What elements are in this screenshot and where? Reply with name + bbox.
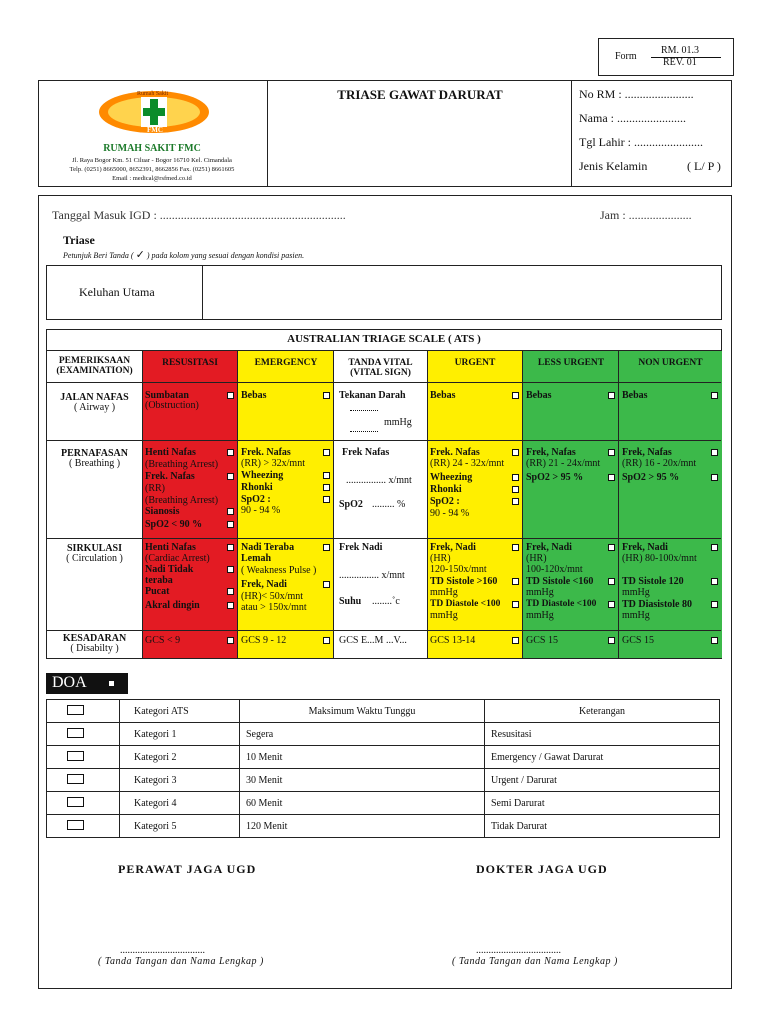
- br-emg-1: Frek. Nafas: [241, 447, 291, 458]
- br-res-2: (Breathing Arrest): [145, 459, 219, 470]
- doa-label: DOA: [52, 674, 87, 691]
- ds-emg-text: GCS 9 - 12: [241, 635, 287, 646]
- br-less-2: (RR) 21 - 24x/mnt: [526, 458, 601, 469]
- airway-vital: [334, 390, 427, 438]
- ci-urg-checkbox-1[interactable]: [512, 544, 519, 551]
- doa-check-cell: [47, 769, 120, 792]
- hdr-non-urgent: NON URGENT: [638, 358, 703, 368]
- br-less-3: SpO2 > 95 %: [526, 472, 584, 483]
- hdr-resusitasi: RESUSITASI: [162, 358, 218, 368]
- logo-text-bottom: FMC: [147, 126, 163, 134]
- doa-checkbox[interactable]: [109, 681, 114, 686]
- breathing-emergency: [238, 447, 334, 537]
- doa-row-2: [47, 746, 720, 769]
- ci-res-checkbox-3[interactable]: [227, 588, 234, 595]
- ci-urg-4: TD Sistole >160: [430, 576, 498, 587]
- hdr-exam-2: (EXAMINATION): [56, 366, 133, 376]
- br-tv-4[interactable]: ......... %: [372, 499, 406, 510]
- circulation-emergency: [238, 542, 334, 628]
- hdr-emergency: EMERGENCY: [254, 358, 318, 368]
- disability-less-urgent: [523, 635, 619, 653]
- br-emg-checkbox-1[interactable]: [323, 449, 330, 456]
- doa-cell: Kategori 5: [120, 815, 240, 838]
- doa-check-cell: [47, 792, 120, 815]
- ci-urg-2: (HR): [430, 553, 451, 564]
- ci-emg-4: Frek, Nadi: [241, 579, 287, 590]
- br-urg-checkbox-4[interactable]: [512, 498, 519, 505]
- br-non-1: Frek, Nafas: [622, 447, 672, 458]
- doa-check-cell: [47, 815, 120, 838]
- ci-less-checkbox-2[interactable]: [608, 578, 615, 585]
- ci-emg-checkbox-1[interactable]: [323, 544, 330, 551]
- ds-non-checkbox[interactable]: [711, 637, 718, 644]
- br-res-checkbox-2[interactable]: [227, 473, 234, 480]
- br-res-checkbox-4[interactable]: [227, 521, 234, 528]
- doa-check-cell: [47, 746, 120, 769]
- doa-check-cell: [47, 700, 120, 723]
- doa-row-checkbox[interactable]: [67, 820, 84, 830]
- airway-res-text: Sumbatan: [145, 390, 189, 401]
- doa-cell: 60 Menit: [240, 792, 485, 815]
- doa-header-kategori: Kategori ATS: [120, 700, 240, 723]
- br-res-3: Frek. Nafas: [145, 471, 195, 482]
- ci-less-4: TD Sistole <160: [526, 576, 594, 587]
- doa-cell: Resusitasi: [485, 723, 720, 746]
- br-emg-2: (RR) > 32x/mnt: [241, 458, 305, 469]
- triase-hint: [63, 248, 304, 261]
- ci-non-4: mmHg: [622, 587, 650, 598]
- ci-less-1: Frek, Nadi: [526, 542, 572, 553]
- triase-hint-a: Petunjuk Beri Tanda (: [63, 251, 134, 260]
- row-divider-3: [47, 538, 721, 539]
- ds-res-text: GCS < 9: [145, 635, 181, 646]
- ci-res-4: teraba: [145, 575, 173, 586]
- br-res-5: (Breathing Arrest): [145, 495, 219, 506]
- breathing-vital: [334, 447, 427, 537]
- ci-tv-4[interactable]: ........˚c: [372, 596, 400, 607]
- doa-row-checkbox[interactable]: [67, 774, 84, 784]
- airway-urgent: [427, 390, 523, 430]
- hdr-exam-1: PEMERIKSAAN: [58, 356, 131, 366]
- jam-field[interactable]: Jam : .....................: [600, 208, 692, 222]
- form-code-box: [598, 38, 734, 76]
- ci-non-5: TD Diasistole 80: [622, 599, 692, 610]
- ci-less-checkbox-1[interactable]: [608, 544, 615, 551]
- ci-emg-checkbox-2[interactable]: [323, 581, 330, 588]
- hospital-name: RUMAH SAKIT FMC: [103, 143, 201, 154]
- dokter-label: DOKTER JAGA UGD: [476, 862, 608, 876]
- breathing-less-urgent: [523, 447, 619, 537]
- hdr-tanda-vital-2: (VITAL SIGN): [350, 368, 411, 378]
- doa-cell: Emergency / Gawat Darurat: [485, 746, 720, 769]
- br-urg-2: (RR) 24 - 32x/mnt: [430, 458, 505, 469]
- br-urg-1: Frek. Nafas: [430, 447, 480, 458]
- hospital-address-2: Telp. (0251) 8665000, 8652391, 8662856 Fax. (0251) 8661605: [69, 166, 235, 173]
- br-tv-3: SpO2: [339, 499, 363, 510]
- circulation-less-urgent: [523, 542, 619, 628]
- doa-cell: Semi Darurat: [485, 792, 720, 815]
- airway-urg-text: Bebas: [430, 390, 456, 401]
- ci-urg-7: mmHg: [430, 610, 458, 621]
- hospital-logo: [97, 89, 211, 135]
- dokter-sign-caption: ( Tanda Tangan dan Nama Lengkap ): [452, 956, 618, 967]
- ci-res-5: Pucat: [145, 586, 170, 597]
- ci-urg-checkbox-2[interactable]: [512, 578, 519, 585]
- ci-urg-3: 120-150x/mnt: [430, 564, 487, 575]
- ds-less-checkbox[interactable]: [608, 637, 615, 644]
- br-urg-checkbox-2[interactable]: [512, 474, 519, 481]
- ci-tv-2[interactable]: ................ x/mnt: [339, 570, 405, 581]
- doa-row-4: [47, 792, 720, 815]
- br-emg-checkbox-3[interactable]: [323, 484, 330, 491]
- disability-vital: [334, 635, 427, 653]
- ci-urg-1: Frek, Nadi: [430, 542, 476, 553]
- br-emg-4: Rhonki: [241, 482, 273, 493]
- hospital-address-1: Jl. Raya Bogor Km. 51 Ciluar - Bogor 16710 Kel. Cimandala: [72, 157, 232, 164]
- ci-tv-1: Frek Nadi: [339, 542, 383, 553]
- nama-field[interactable]: Nama : .......................: [579, 111, 686, 125]
- ci-res-checkbox-4[interactable]: [227, 602, 234, 609]
- ci-res-2: (Cardiac Arrest): [145, 553, 210, 564]
- ci-non-1: Frek, Nadi: [622, 542, 668, 553]
- ci-urg-6: TD Diastole <100: [430, 599, 501, 609]
- ds-emg-checkbox[interactable]: [323, 637, 330, 644]
- doa-row-checkbox[interactable]: [67, 705, 84, 715]
- row-disability-sublabel: ( Disabilty ): [70, 643, 119, 654]
- doa-cell: 10 Menit: [240, 746, 485, 769]
- ci-emg-3: ( Weakness Pulse ): [241, 565, 317, 576]
- hdr-tanda-vital-1: TANDA VITAL: [348, 358, 413, 368]
- airway-urg-checkbox[interactable]: [512, 392, 519, 399]
- row-circulation-label: SIRKULASI: [66, 543, 123, 554]
- disability-emergency: [238, 635, 334, 653]
- br-emg-checkbox-2[interactable]: [323, 472, 330, 479]
- doa-cell: Segera: [240, 723, 485, 746]
- row-divider-2: [47, 440, 721, 441]
- ci-less-6: TD Diastole <100: [526, 599, 597, 609]
- page-title: TRIASE GAWAT DARURAT: [337, 87, 503, 102]
- ci-non-checkbox-3[interactable]: [711, 601, 718, 608]
- br-emg-checkbox-4[interactable]: [323, 496, 330, 503]
- disability-urgent: [427, 635, 523, 653]
- br-res-1: Henti Nafas: [145, 447, 196, 458]
- check-icon: ✓: [135, 249, 145, 261]
- doa-header-waktu: Maksimum Waktu Tunggu: [240, 700, 485, 723]
- br-urg-3: Wheezing: [430, 472, 473, 483]
- doa-cell: Urgent / Darurat: [485, 769, 720, 792]
- circulation-resusitasi: [142, 542, 238, 628]
- airway-non-checkbox[interactable]: [711, 392, 718, 399]
- doa-row-1: [47, 723, 720, 746]
- airway-non-urgent: [619, 390, 722, 430]
- doa-row-3: [47, 769, 720, 792]
- airway-res-sub: (Obstruction): [145, 400, 199, 411]
- row-circulation-sublabel: ( Circulation ): [66, 553, 123, 564]
- ci-urg-checkbox-3[interactable]: [512, 601, 519, 608]
- ci-urg-5: mmHg: [430, 587, 458, 598]
- br-tv-1: Frek Nafas: [342, 447, 390, 458]
- doa-table: [46, 699, 720, 838]
- disability-non-urgent: [619, 635, 722, 653]
- hospital-address-3: Email : medical@rsfmed.co.id: [112, 175, 192, 182]
- jenis-kelamin-value[interactable]: ( L/ P ): [687, 159, 721, 173]
- row-divider-4: [47, 630, 721, 631]
- doa-row-checkbox[interactable]: [67, 797, 84, 807]
- airway-resusitasi: [142, 390, 238, 430]
- perawat-label: PERAWAT JAGA UGD: [118, 862, 257, 876]
- ci-emg-5: (HR)< 50x/mnt: [241, 591, 304, 602]
- br-less-checkbox-2[interactable]: [608, 474, 615, 481]
- br-less-checkbox-1[interactable]: [608, 449, 615, 456]
- br-res-6: Sianosis: [145, 506, 180, 517]
- br-less-1: Frek, Nafas: [526, 447, 576, 458]
- br-res-7: SpO2 < 90 %: [145, 519, 203, 530]
- ci-emg-2: Lemah: [241, 553, 271, 564]
- row-airway-sublabel: ( Airway ): [73, 402, 116, 413]
- triase-title: Triase: [63, 233, 95, 247]
- dokter-sign-line[interactable]: ..................................: [476, 945, 561, 956]
- ci-non-3: TD Sistole 120: [622, 576, 684, 587]
- bp-unit: mmHg: [384, 417, 412, 428]
- bp-fraction[interactable]: [350, 410, 378, 411]
- ci-res-checkbox-2[interactable]: [227, 566, 234, 573]
- perawat-sign-caption: ( Tanda Tangan dan Nama Lengkap ): [98, 956, 264, 967]
- keluhan-input[interactable]: [203, 266, 721, 319]
- ci-res-1: Henti Nafas: [145, 542, 196, 553]
- ats-title: AUSTRALIAN TRIAGE SCALE ( ATS ): [287, 333, 481, 345]
- airway-tv-label: Tekanan Darah: [339, 390, 406, 401]
- doa-cell: Kategori 4: [120, 792, 240, 815]
- ds-non-text: GCS 15: [622, 635, 654, 646]
- ats-table: [46, 329, 722, 659]
- doa-cell: 30 Menit: [240, 769, 485, 792]
- perawat-sign-line[interactable]: ..................................: [120, 945, 205, 956]
- tanggal-masuk-field[interactable]: Tanggal Masuk IGD : ..............................................................: [52, 208, 346, 222]
- keluhan-label: Keluhan Utama: [79, 285, 155, 299]
- br-res-checkbox-3[interactable]: [227, 508, 234, 515]
- ci-emg-6: atau > 150x/mnt: [241, 602, 307, 613]
- doa-cell: Tidak Darurat: [485, 815, 720, 838]
- br-non-checkbox-2[interactable]: [711, 474, 718, 481]
- ci-non-checkbox-2[interactable]: [711, 578, 718, 585]
- ci-less-3: 100-120x/mnt: [526, 564, 583, 575]
- hdr-less-urgent: LESS URGENT: [537, 358, 605, 368]
- breathing-non-urgent: [619, 447, 722, 537]
- doa-header-keterangan: Keterangan: [485, 700, 720, 723]
- form-rm: RM. 01.3: [661, 45, 700, 56]
- ci-emg-1: Nadi Teraba: [241, 542, 295, 553]
- airway-emergency: [238, 390, 334, 430]
- ci-res-6: Akral dingin: [145, 600, 200, 611]
- doa-label-box: [46, 673, 128, 694]
- airway-emg-text: Bebas: [241, 390, 267, 401]
- breathing-resusitasi: [142, 447, 238, 537]
- header-box: [38, 80, 732, 187]
- doa-header-row: [47, 700, 720, 723]
- doa-row-checkbox[interactable]: [67, 751, 84, 761]
- tgl-lahir-field[interactable]: Tgl Lahir : .......................: [579, 135, 703, 149]
- ci-less-2: (HR): [526, 553, 547, 564]
- br-res-4: (RR): [145, 483, 165, 494]
- ds-urg-text: GCS 13-14: [430, 635, 476, 646]
- br-emg-6: 90 - 94 %: [241, 505, 281, 516]
- doa-cell: Kategori 3: [120, 769, 240, 792]
- form-rev: REV. 01: [663, 57, 697, 68]
- logo-text-top: Rumah Sakit: [137, 91, 169, 97]
- circulation-urgent: [427, 542, 523, 628]
- row-divider-1: [47, 382, 721, 383]
- circulation-non-urgent: [619, 542, 722, 628]
- br-non-3: SpO2 > 95 %: [622, 472, 680, 483]
- hdr-urgent: URGENT: [454, 358, 496, 368]
- doa-cell: 120 Menit: [240, 815, 485, 838]
- airway-less-checkbox[interactable]: [608, 392, 615, 399]
- br-urg-checkbox-1[interactable]: [512, 449, 519, 456]
- br-emg-3: Wheezing: [241, 470, 284, 481]
- no-rm-field[interactable]: No RM : .......................: [579, 87, 694, 101]
- airway-res-checkbox[interactable]: [227, 392, 234, 399]
- breathing-urgent: [427, 447, 523, 537]
- triase-hint-b: ) pada kolom yang sesuai dengan kondisi pasien.: [146, 251, 305, 260]
- row-disability-label: KESADARAN: [62, 633, 127, 644]
- ci-non-checkbox-1[interactable]: [711, 544, 718, 551]
- br-tv-2[interactable]: ................ x/mnt: [346, 475, 412, 486]
- airway-less-urgent: [523, 390, 619, 430]
- row-breathing-sublabel: ( Breathing ): [68, 458, 121, 469]
- doa-row-checkbox[interactable]: [67, 728, 84, 738]
- br-res-checkbox-1[interactable]: [227, 449, 234, 456]
- row-airway-label: JALAN NAFAS: [60, 392, 129, 403]
- ci-res-checkbox-1[interactable]: [227, 544, 234, 551]
- row-breathing-label: PERNAFASAN: [60, 448, 129, 459]
- jenis-kelamin-label: Jenis Kelamin: [579, 159, 648, 173]
- ci-tv-3: Suhu: [339, 596, 362, 607]
- ci-less-7: mmHg: [526, 610, 554, 621]
- ci-res-3: Nadi Tidak: [145, 564, 194, 575]
- circulation-vital: [334, 542, 427, 628]
- doa-check-cell: [47, 723, 120, 746]
- ci-non-2: (HR) 80-100x/mnt: [622, 553, 697, 564]
- ds-urg-checkbox[interactable]: [512, 637, 519, 644]
- ds-tv-text[interactable]: GCS E...M ...V...: [339, 635, 407, 646]
- form-label: Form: [615, 51, 637, 62]
- disability-resusitasi: [142, 635, 238, 653]
- airway-less-text: Bebas: [526, 390, 552, 401]
- ci-non-6: mmHg: [622, 610, 650, 621]
- doa-row-5: [47, 815, 720, 838]
- ds-res-checkbox[interactable]: [227, 637, 234, 644]
- bp-dots-bottom: [350, 431, 378, 432]
- br-urg-4: Rhonki: [430, 484, 462, 495]
- ci-less-5: mmHg: [526, 587, 554, 598]
- br-urg-6: 90 - 94 %: [430, 508, 470, 519]
- doa-cell: Kategori 2: [120, 746, 240, 769]
- br-urg-5: SpO2 :: [430, 496, 460, 507]
- br-non-checkbox-1[interactable]: [711, 449, 718, 456]
- airway-emg-checkbox[interactable]: [323, 392, 330, 399]
- br-urg-checkbox-3[interactable]: [512, 486, 519, 493]
- doa-cell: Kategori 1: [120, 723, 240, 746]
- br-emg-5: SpO2 :: [241, 494, 271, 505]
- br-non-2: (RR) 16 - 20x/mnt: [622, 458, 697, 469]
- ds-less-text: GCS 15: [526, 635, 558, 646]
- keluhan-box: [46, 265, 722, 320]
- airway-non-text: Bebas: [622, 390, 648, 401]
- ci-less-checkbox-3[interactable]: [608, 601, 615, 608]
- header-divider-2: [571, 81, 572, 186]
